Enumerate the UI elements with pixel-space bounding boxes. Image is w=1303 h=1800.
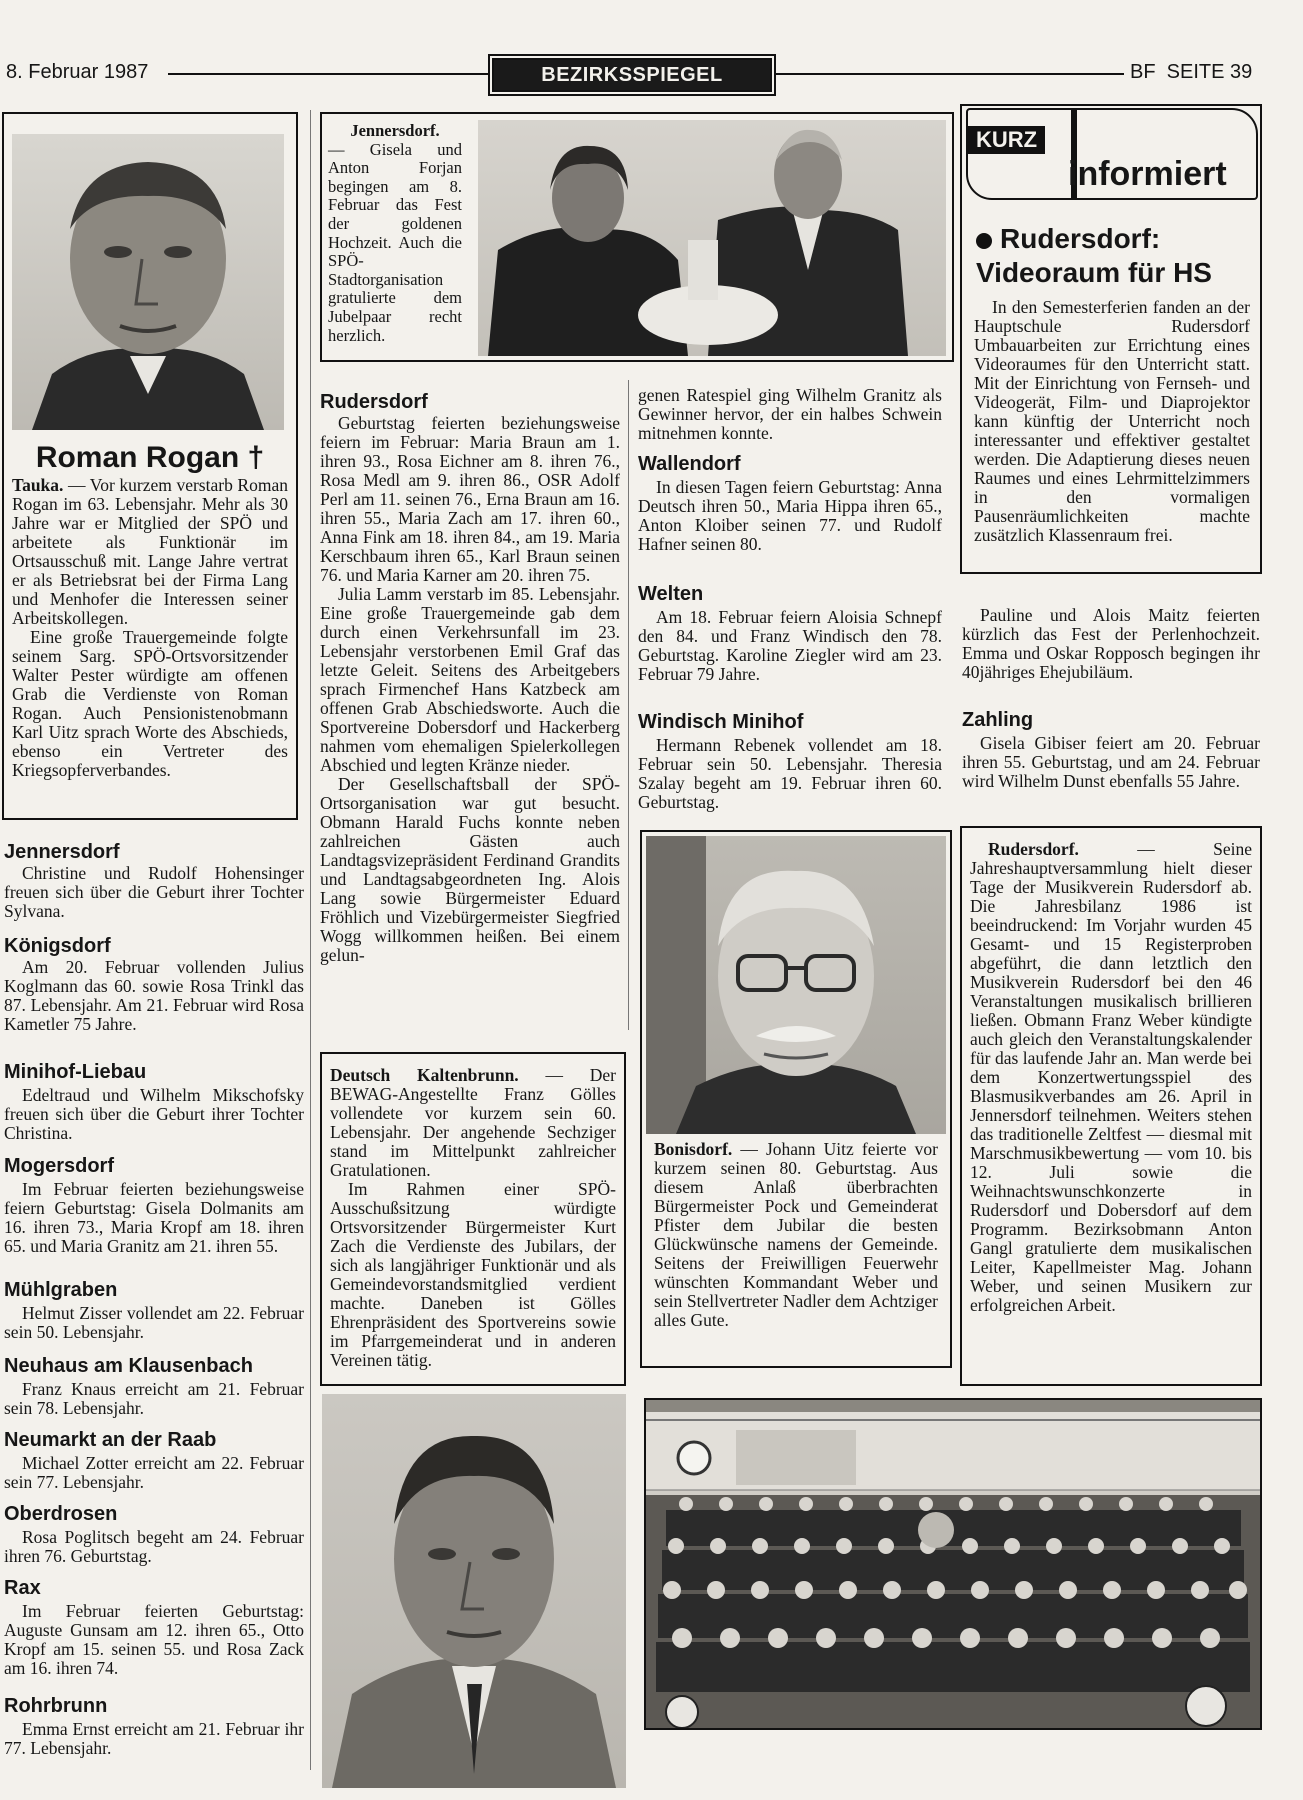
obituary-place: Tauka. bbox=[12, 475, 64, 495]
heading-minihof-liebau: Minihof-Liebau bbox=[4, 1061, 147, 1083]
heading-mogersdorf: Mogersdorf bbox=[4, 1155, 114, 1177]
heading-neumarkt: Neumarkt an der Raab bbox=[4, 1429, 217, 1451]
obituary-paragraph-1: — Vor kurzem verstarb Roman Rogan im 63. Lebensjahr. Mehr als 30 Jahre war er Mitglied der SPÖ und arbeitete als Funktionär im Ortsausschuß mit. Lange Jahre vertrat er als Betriebsrat bei der Firma Lang und Menhofer die Interessen seiner Arbeitskollegen. bbox=[12, 475, 288, 628]
bonisdorf-text bbox=[654, 1140, 938, 1330]
rudersdorf-paragraph-1: Geburtstag feierten beziehungsweise feiern im Februar: Maria Braun am 1. ihren 93., Rosa Eichner am 8. ihren 76., Rosa Medl am 9. ihren 86., OSR Adolf Perl am 11. seinen 76., Erna Braun am 16. ihren 55., Maria Zach am 17. ihren 60., Anna Fink am 18. ihren 84., am 19. Maria Kerschbaum ihren 65., Karl Braun seinen 76. und Maria Karner am 20. ihren 75. bbox=[320, 413, 620, 585]
musikverein-group-photo bbox=[644, 1398, 1262, 1730]
musikverein-body: — Seine Jahreshauptversammlung hielt dieser Tage der Musikverein Rudersdorf ab. Die Jahresbilanz 1986 ist beeindruckend: Im Vorjahr wurden 45 Gesamt- und 15 Registerproben abgeführt, die dann letztlich den Musikverein Rudersdorf bei den 46 Veranstaltungen musikalisch brillieren ließen. Obmann Franz Weber kündigte auch gleich den Veranstaltungskalender für das laufende Jahr an. Man werde bei dem Konzertwertungsspiel des Blasmusikverbandes am 26. April in Jennersdorf teilnehmen. Weiters stehen das traditionelle Zeltfest — diesmal mit Marschmusikbewertung — vom 10. bis 12. Juli sowie die Weihnachtswunschkonzerte in Rudersdorf und Dobersdorf auf dem Programm. Bezirksobmann Anton Gangl gratulierte dem musikalischen Leiter, Kapellmeister Mag. Johann Weber, und seinen Musikern zur erfolgreichen Arbeit. bbox=[970, 839, 1252, 1315]
obituary-text bbox=[12, 476, 288, 780]
section-title: BEZIRKSSPIEGEL bbox=[492, 58, 772, 92]
musikverein-place: Rudersdorf. bbox=[988, 839, 1079, 859]
heading-oberdrosen: Oberdrosen bbox=[4, 1503, 118, 1525]
obituary-paragraph-2: Eine große Trauergemeinde folgte seinem Sarg. SPÖ-Ortsvorsitzender Walter Pester würdigte am offenen Grab die Verdienste von Roman Rogan. Auch Pensionistenobmann Karl Uitz sprach Worte des Abschieds, ebenso ein Vertreter des Kriegsopferverbandes. bbox=[12, 627, 288, 780]
kurz-badge: KURZ bbox=[968, 126, 1045, 154]
heading-rohrbrunn: Rohrbrunn bbox=[4, 1695, 108, 1717]
kaltenbrunn-paragraph-1: — Der BEWAG-Angestellte Franz Gölles vollendete vor kurzem sein 60. Lebensjahr. Der angehende Sechziger stand im Mittelpunkt zahlreicher Gratulationen. bbox=[330, 1065, 616, 1180]
rudersdorf-paragraph-3: Der Gesellschaftsball der SPÖ-Ortsorganisation war gut besucht. Obmann Harald Fuchs konnte neben zahlreichen Gästen auch Landtagsvizepräsident Ferdinand Grandits und Landtagsabgeordneten Ing. Alois Lang sowie Bürgermeister Eduard Fröhlich und Vizebürgermeister Siegfried Wogg willkommen heißen. Bei einem gelun- bbox=[320, 774, 620, 965]
text-oberdrosen: Rosa Poglitsch begeht am 24. Februar ihren 76. Geburtstag. bbox=[4, 1527, 304, 1566]
bonisdorf-place: Bonisdorf. bbox=[654, 1139, 733, 1159]
jubilee-text: — Gisela und Anton Forjan begingen am 8. Februar das Fest der goldenen Hochzeit. Auch die SPÖ-Stadtorganisation gratulierte dem Jubelpaar recht herzlich. bbox=[328, 139, 462, 345]
jubilee-couple-photo bbox=[478, 120, 946, 356]
bonisdorf-body: — Johann Uitz feierte vor kurzem seinen 80. Geburtstag. Aus diesem Anlaß überbrachten Bürgermeister Pock und Gemeinderat Pfister dem Jubilar die besten Glückwünsche namens der Gemeinde. Seitens der Freiwilligen Feuerwehr wünschten Kommandant Weber und sein Stellvertreter Nadler dem Achtziger alles Gute. bbox=[654, 1139, 938, 1330]
text-muehlgraben: Helmut Zisser vollendet am 22. Februar sein 50. Lebensjahr. bbox=[4, 1303, 304, 1342]
heading-koenigsdorf: Königsdorf bbox=[4, 935, 111, 957]
text-zahling: Gisela Gibiser feiert am 20. Februar ihren 55. Geburtstag, und am 24. Februar wird Wilhelm Dunst ebenfalls 55 Jahre. bbox=[962, 733, 1260, 791]
portrait-photo-roman-rogan bbox=[12, 134, 284, 430]
text-minihof-liebau: Edeltraud und Wilhelm Mikschofsky freuen sich über die Geburt ihrer Tochter Christina. bbox=[4, 1085, 304, 1143]
rudersdorf-text bbox=[320, 414, 620, 965]
maitz-text: Pauline und Alois Maitz feierten kürzlich das Fest der Perlenhochzeit. Emma und Oskar Ropposch begingen ihr 40jähriges Ehejubiläum. bbox=[962, 605, 1260, 682]
jubilee-place: Jennersdorf. bbox=[350, 121, 440, 140]
heading-wallendorf: Wallendorf bbox=[638, 453, 741, 475]
heading-jennersdorf: Jennersdorf bbox=[4, 841, 120, 863]
issue-date: 8. Februar 1987 bbox=[6, 61, 149, 83]
text-rax: Im Februar feierten Geburtstag: Auguste Gunsam am 12. ihren 65., Otto Kropf am 15. seinen 55. und Rosa Zack am 16. ihren 74. bbox=[4, 1601, 304, 1678]
kaltenbrunn-text bbox=[330, 1066, 616, 1370]
text-rohrbrunn: Emma Ernst erreicht am 21. Februar ihr 77. Lebensjahr. bbox=[4, 1719, 304, 1758]
heading-rax: Rax bbox=[4, 1577, 41, 1599]
kurz-text: In den Semesterferien fanden an der Hauptschule Rudersdorf Umbauarbeiten zur Errichtung eines Videoraumes für den Unterricht statt. Mit der Einrichtung von Fernseh- und Videogerät, Film- und Diaprojektor kann künftig der Unterricht noch interessanter und effektiver gestaltet werden. Die Adaptierung dieses neuen Raumes und eines Lehrmittelzimmers in den vormaligen Pausenräumlichkeiten machte zusätzlich Klassenraum frei. bbox=[974, 297, 1250, 545]
text-neuhaus: Franz Knaus erreicht am 21. Februar sein 78. Lebensjahr. bbox=[4, 1379, 304, 1418]
text-welten: Am 18. Februar feiern Aloisia Schnepf den 84. und Franz Windisch den 78. Geburtstag. Karoline Ziegler wird am 23. Februar 79 Jahre. bbox=[638, 607, 942, 684]
portrait-photo-johann-uitz bbox=[646, 836, 946, 1134]
kaltenbrunn-place: Deutsch Kaltenbrunn. bbox=[330, 1065, 519, 1085]
heading-windisch-minihof: Windisch Minihof bbox=[638, 711, 804, 733]
kurz-headline-2: Videoraum für HS bbox=[976, 257, 1212, 288]
rudersdorf-continuation: genen Ratespiel ging Wilhelm Granitz als Gewinner hervor, der ein halbes Schwein mitnehmen konnte. bbox=[638, 385, 942, 443]
jubilee-caption bbox=[328, 122, 462, 345]
kurz-bullet-icon bbox=[976, 233, 992, 249]
header-rule-right bbox=[774, 73, 1124, 75]
kaltenbrunn-paragraph-2: Im Rahmen einer SPÖ-Ausschußsitzung würdigte Ortsvorsitzender Bürgermeister Kurt Zach die Verdienste des Jubilars, der sich als langjähriger Funktionär und als Gemeindevorstandsmitglied verdient machte. Daneben ist Gölles Ehrenpräsident des Sportvereins sowie im Pfarrgemeinderat und in anderen Vereinen tätig. bbox=[330, 1179, 616, 1370]
text-mogersdorf: Im Februar feierten beziehungsweise feiern Geburtstag: Gisela Dolmanits am 16. ihren 73., Maria Kropf am 18. ihren 65. und Maria Granitz am 21. ihren 55. bbox=[4, 1179, 304, 1256]
heading-muehlgraben: Mühlgraben bbox=[4, 1279, 118, 1301]
text-neumarkt: Michael Zotter erreicht am 22. Februar sein 77. Lebensjahr. bbox=[4, 1453, 304, 1492]
page-number: BF SEITE 39 bbox=[1130, 61, 1253, 83]
kurz-logo bbox=[966, 108, 1258, 200]
musikverein-text bbox=[970, 840, 1252, 1315]
text-koenigsdorf: Am 20. Februar vollenden Julius Koglmann das 60. sowie Rosa Trinkl das 87. Lebensjahr. Am 21. Februar wird Rosa Kametler 75 Jahre. bbox=[4, 957, 304, 1034]
text-wallendorf: In diesen Tagen feiern Geburtstag: Anna Deutsch ihren 50., Maria Hippa ihren 65., Anton Kloiber seinen 77. und Rudolf Hafner seinen 80. bbox=[638, 477, 942, 554]
obituary-title: Roman Rogan † bbox=[35, 441, 265, 474]
text-jennersdorf: Christine und Rudolf Hohensinger freuen sich über die Geburt ihrer Tochter Sylvana. bbox=[4, 863, 304, 921]
text-windisch-minihof: Hermann Rebenek vollendet am 18. Februar sein 50. Lebensjahr. Theresia Szalay begeht am 19. Februar ihren 60. Geburtstag. bbox=[638, 735, 942, 812]
kurz-headline bbox=[976, 222, 1256, 290]
heading-zahling: Zahling bbox=[962, 709, 1034, 731]
heading-welten: Welten bbox=[638, 583, 704, 605]
heading-rudersdorf: Rudersdorf bbox=[320, 391, 428, 413]
column-divider-2 bbox=[628, 380, 629, 1030]
portrait-photo-franz-goelles bbox=[322, 1394, 626, 1788]
column-divider-1 bbox=[310, 110, 311, 1770]
header-rule-left bbox=[168, 73, 488, 75]
kurz-title: informiert bbox=[1068, 155, 1227, 193]
kurz-headline-1: Rudersdorf: bbox=[1000, 223, 1161, 254]
heading-neuhaus: Neuhaus am Klausenbach bbox=[4, 1355, 253, 1377]
rudersdorf-paragraph-2: Julia Lamm verstarb im 85. Lebensjahr. Eine große Trauergemeinde gab dem durch einen Verkehrsunfall im 23. Lebensjahr verstorbenen Emil Graf das letzte Geleit. Seitens des Arbeitgebers sprach Firmenchef Hans Katzbeck am offenen Grab Abschiedsworte. Auch die Sportvereine Dobersdorf und Hackerberg nahmen vom ehemaligen Spielerkollegen Abschied und legten Kränze nieder. bbox=[320, 584, 620, 775]
